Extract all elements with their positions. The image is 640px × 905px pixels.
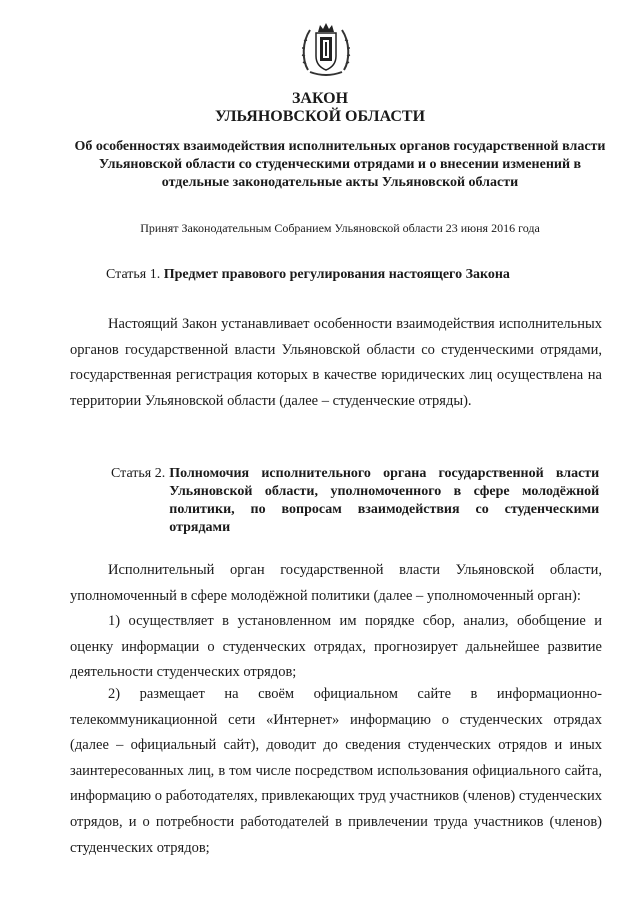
adoption-note: Принят Законодательным Собранием Ульяновской области 23 июня 2016 года — [140, 221, 540, 235]
article-1-text: Настоящий Закон устанавливает особенности взаимодействия исполнительных органов государственной власти Ульяновской области со студенческими отрядами, государственная регистрация которых в качестве юридических лиц осуществлена на территории Ульяновской области (далее – студенческие отряды). — [70, 316, 602, 409]
article-2-item-1: 1) осуществляет в установленном им порядке сбор, анализ, обобщение и оценку информации о студенческих отрядах, прогнозирует дальнейшее развитие деятельности студенческих отрядов; — [70, 613, 602, 681]
article-2-number: Статья 2. — [111, 466, 166, 481]
article-2-title: Полномочия исполнительного органа государственной власти Ульяновской области, уполномоченного в сфере молодёжной политики, по вопросам взаимодействия со студенческими отрядами — [169, 466, 600, 535]
region-name: УЛЬЯНОВСКОЙ ОБЛАСТИ — [214, 108, 426, 125]
law-subject: Об особенностях взаимодействия исполнительных органов государственной власти Ульяновской области со студенческими отрядами и о внесении изменений в отдельные законодательные акты Ульяновской области — [74, 139, 606, 190]
law-label: ЗАКОН — [291, 90, 349, 107]
law-title — [0, 90, 640, 126]
article-2-item-2: 2) размещает на своём официальном сайте в информационно-телекоммуникационной сети «Интернет» информацию о студенческих отрядах (далее – официальный сайт), доводит до сведения студенческих отрядов и иных заинтересованных лиц, в том числе посредством использования официального сайта, информацию о работодателях, привлекающих труд участников (членов) студенческих отрядов, и о потребности работодателей в привлечении труда участников (членов) студенческих отрядов; — [70, 686, 602, 856]
article-1-heading — [106, 266, 606, 284]
article-2-intro: Исполнительный орган государственной власти Ульяновской области, уполномоченный в сфере молодёжной политики (далее – уполномоченный орган): — [70, 562, 602, 604]
article-2-heading — [111, 465, 611, 537]
article-1-number: Статья 1. — [106, 267, 161, 282]
coat-of-arms-icon — [300, 20, 352, 78]
article-1-title: Предмет правового регулирования настоящего Закона — [163, 267, 510, 282]
